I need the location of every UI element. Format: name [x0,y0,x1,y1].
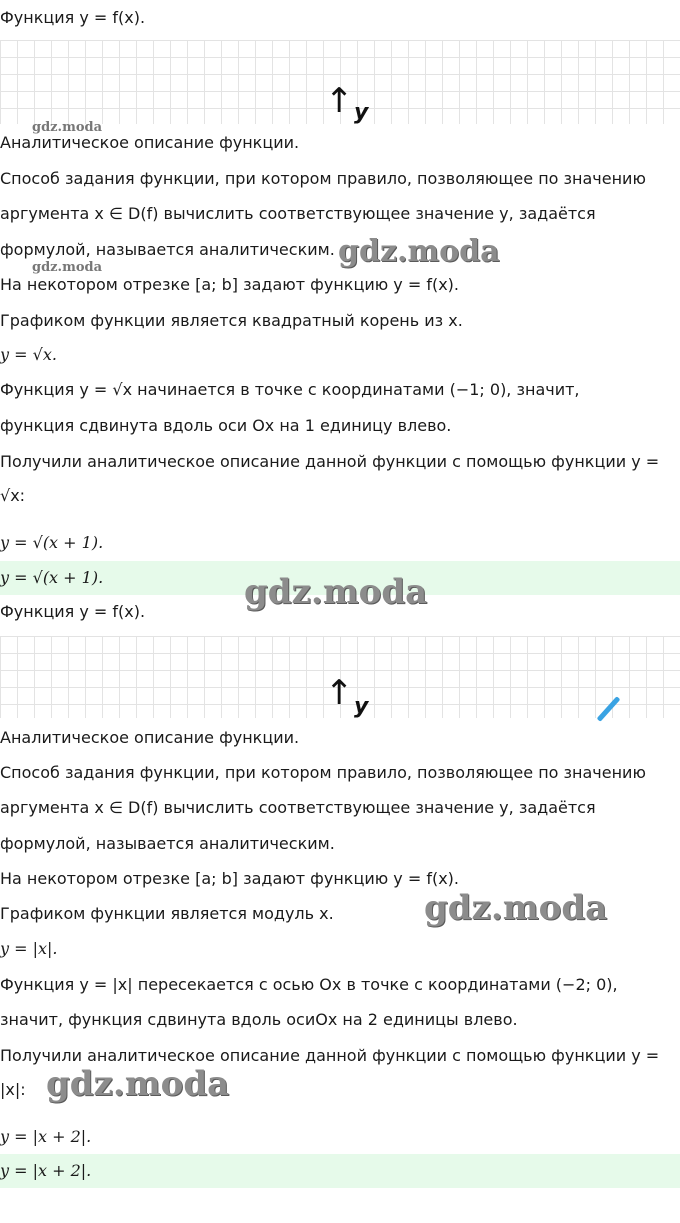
block2-title: Функция y = f(x). [0,602,146,621]
block1-conclusion-line1: Получили аналитическое описание данной функции с помощью функции y = [0,452,660,471]
watermark: gdz.moda [32,120,103,135]
watermark: gdz.moda [424,888,608,928]
block1-result-formula: y = √(x + 1). [0,533,104,552]
block2-graph [0,636,680,718]
block2-base-formula: y = |x|. [0,939,58,958]
block2-heading: Аналитическое описание функции. [0,728,300,747]
block2-graph-description: Графиком функции является модуль x. [0,904,334,923]
watermark: gdz.moda [338,234,500,269]
y-axis-label: y [354,100,369,125]
block1-graph [0,40,680,124]
y-axis-label: y [354,694,369,719]
block2-conclusion-line2: |x|: [0,1080,26,1099]
block2-conclusion-line1: Получили аналитическое описание данной функции с помощью функции y = [0,1046,660,1065]
block1-definition-line1: Способ задания функции, при котором правило, позволяющее по значению [0,169,646,188]
block2-shift-line2: значит, функция сдвинута вдоль осиOx на 2 единицы влево. [0,1010,518,1029]
block2-definition-line2: аргумента x ∈ D(f) вычислить соответствующее значение y, задаётся [0,798,596,817]
block2-definition-line3: формулой, называется аналитическим. [0,834,335,853]
block2-answer: y = |x + 2|. [0,1161,92,1180]
block2-result-formula: y = |x + 2|. [0,1127,92,1146]
block2-definition-line1: Способ задания функции, при котором правило, позволяющее по значению [0,763,646,782]
watermark: gdz.moda [32,260,103,275]
block1-definition-line3: формулой, называется аналитическим. [0,240,335,259]
block1-conclusion-line2: √x: [0,486,26,505]
block1-definition-line2: аргумента x ∈ D(f) вычислить соответствующее значение y, задаётся [0,204,596,223]
watermark: gdz.moda [244,572,428,612]
block1-interval: На некотором отрезке [a; b] задают функцию y = f(x). [0,275,459,294]
block1-title: Функция y = f(x). [0,8,146,27]
y-axis-arrow-icon: ↑ [325,81,354,121]
block1-graph-description: Графиком функции является квадратный корень из x. [0,311,463,330]
block2-shift-line1: Функция y = |x| пересекается с осью Ox в точке с координатами (−2; 0), [0,975,618,994]
graph-line-icon [597,696,621,722]
block2-interval: На некотором отрезке [a; b] задают функцию y = f(x). [0,869,459,888]
watermark: gdz.moda [46,1064,230,1104]
block1-base-formula: y = √x. [0,345,57,364]
block1-heading: Аналитическое описание функции. [0,133,300,152]
block1-shift-line2: функция сдвинута вдоль оси Ox на 1 единицу влево. [0,416,452,435]
block1-shift-line1: Функция y = √x начинается в точке с координатами (−1; 0), значит, [0,380,580,399]
block1-answer: y = √(x + 1). [0,568,104,587]
y-axis-arrow-icon: ↑ [325,673,354,713]
